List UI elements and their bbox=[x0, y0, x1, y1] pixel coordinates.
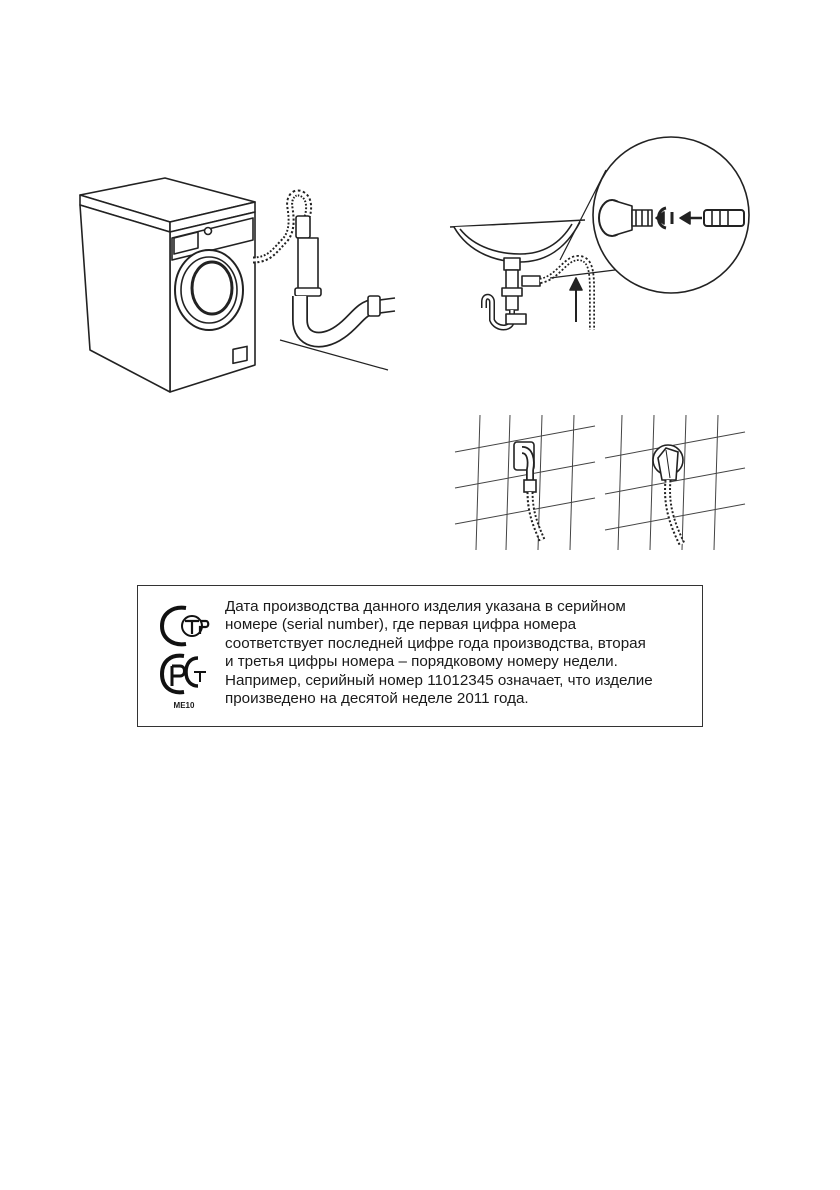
certification-mark-label: ME10 bbox=[173, 701, 195, 710]
rst-certification-icon bbox=[162, 656, 206, 693]
text-line: Например, серийный номер 11012345 означает, что изделие bbox=[225, 671, 653, 689]
wall-outlet-illustration-left bbox=[450, 410, 600, 555]
text-line: произведено на десятой неделе 2011 года. bbox=[225, 690, 529, 708]
text-line: и третья цифры номера – порядковому номеру недели. bbox=[225, 653, 618, 671]
wall-outlet-illustration-right bbox=[600, 410, 750, 555]
washer-drain-illustration bbox=[70, 160, 400, 400]
text-line: соответствует последней цифре года производства, вторая bbox=[225, 634, 646, 652]
ctr-certification-icon bbox=[162, 608, 208, 645]
text-line: Дата производства данного изделия указана в серийном bbox=[225, 598, 626, 615]
production-date-text bbox=[225, 598, 695, 708]
sink-siphon-illustration bbox=[440, 130, 760, 340]
production-date-notice bbox=[137, 585, 703, 727]
certification-marks bbox=[158, 602, 210, 712]
text-line: номере (serial number), где первая цифра номера bbox=[225, 616, 577, 634]
